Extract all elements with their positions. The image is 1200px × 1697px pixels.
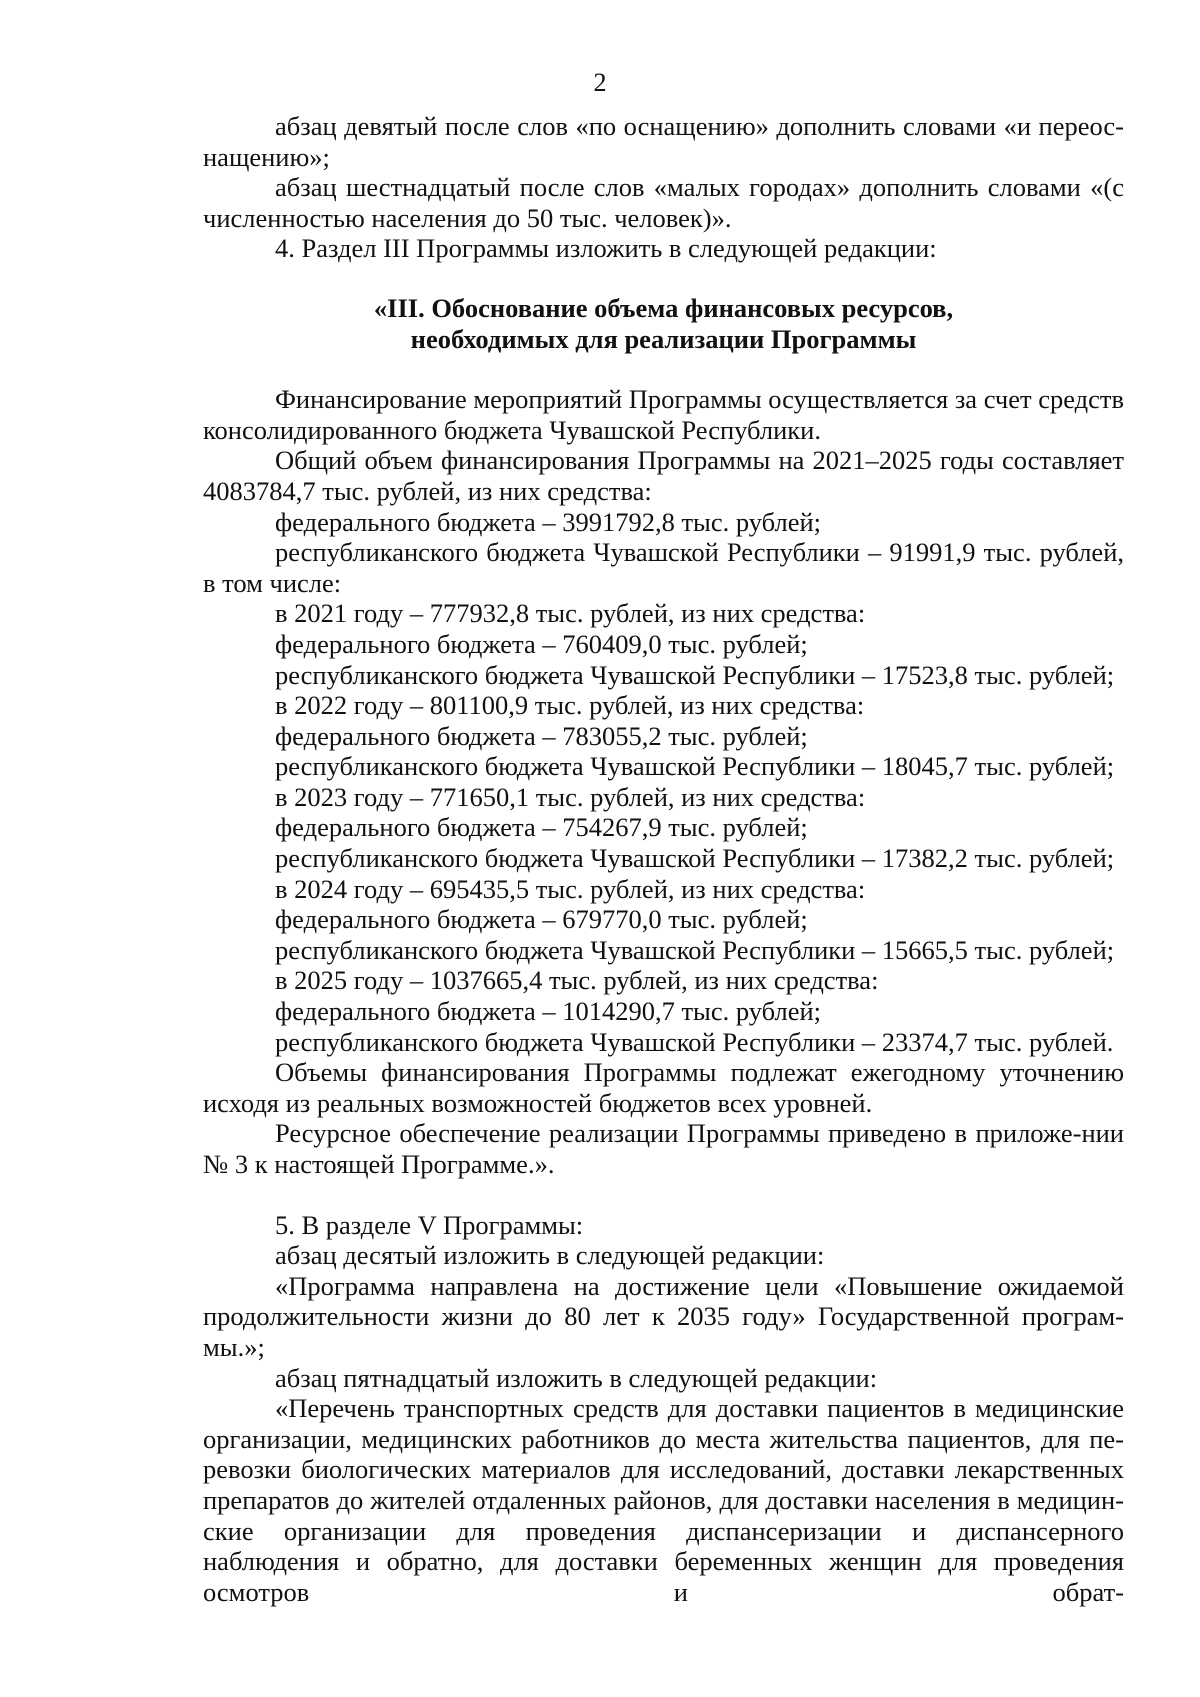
- paragraph-2021-federal: федерального бюджета – 760409,0 тыс. рублей;: [275, 628, 808, 659]
- section-title: [203, 293, 1124, 354]
- paragraph-2023-total: в 2023 году – 771650,1 тыс. рублей, из них средства:: [275, 781, 866, 812]
- paragraph-amendment-9: абзац девятый после слов «по оснащению» дополнить словами «и переос-нащению»;: [203, 111, 1124, 172]
- paragraph-total-volume: Общий объем финансирования Программы на 2021–2025 годы составляет 4083784,7 тыс. рублей, из них средства:: [203, 445, 1124, 506]
- paragraph-financing-source: Финансирование мероприятий Программы осуществляется за счет средств консолидированного бюджета Чувашской Республики.: [203, 384, 1124, 445]
- paragraph-2024-total: в 2024 году – 695435,5 тыс. рублей, из них средства:: [275, 873, 866, 904]
- paragraph-2023-federal: федерального бюджета – 754267,9 тыс. рублей;: [275, 812, 808, 843]
- section-title-line-2: необходимых для реализации Программы: [410, 323, 917, 354]
- paragraph-2021-republican: республиканского бюджета Чувашской Республики – 17523,8 тыс. рублей;: [275, 659, 1115, 690]
- section-title-line-1: «III. Обоснование объема финансовых ресурсов,: [373, 292, 954, 323]
- paragraph-item-5: 5. В разделе V Программы:: [275, 1209, 584, 1240]
- paragraph-2022-federal: федерального бюджета – 783055,2 тыс. рублей;: [275, 720, 808, 751]
- paragraph-2023-republican: республиканского бюджета Чувашской Республики – 17382,2 тыс. рублей;: [275, 843, 1115, 874]
- paragraph-transport-list: «Перечень транспортных средств для доставки пациентов в медицинские организации, медицинских работников до места жительства пациентов, для пе-ревозки биологических материалов для исследований, доставки лекарственных препаратов до жителей отдаленных районов, для доставки населения в медицин-ские организации для проведения диспансеризации и диспансерного наблюдения и обратно, для доставки беременных женщин для проведения осмотров и обрат-: [203, 1393, 1124, 1607]
- paragraph-resource-support: Ресурсное обеспечение реализации Программы приведено в приложе-нии № 3 к настоящей Программе.».: [203, 1118, 1124, 1179]
- paragraph-2021-total: в 2021 году – 777932,8 тыс. рублей, из них средства:: [275, 598, 866, 629]
- paragraph-2022-total: в 2022 году – 801100,9 тыс. рублей, из них средства:: [275, 690, 865, 721]
- paragraph-2024-federal: федерального бюджета – 679770,0 тыс. рублей;: [275, 904, 808, 935]
- document-body: [203, 111, 1124, 1607]
- paragraph-2024-republican: республиканского бюджета Чувашской Республики – 15665,5 тыс. рублей;: [275, 934, 1115, 965]
- paragraph-amendment-16: абзац шестнадцатый после слов «малых городах» дополнить словами «(с численностью населения до 50 тыс. человек)».: [203, 172, 1124, 233]
- paragraph-annual-update: Объемы финансирования Программы подлежат ежегодному уточнению исходя из реальных возможностей бюджетов всех уровней.: [203, 1057, 1124, 1118]
- paragraph-tenth-intro: абзац десятый изложить в следующей редакции:: [275, 1240, 825, 1271]
- paragraph-fifteenth-intro: абзац пятнадцатый изложить в следующей редакции:: [275, 1362, 878, 1393]
- paragraph-total-federal: федерального бюджета – 3991792,8 тыс. рублей;: [275, 506, 822, 537]
- paragraph-2025-federal: федерального бюджета – 1014290,7 тыс. рублей;: [275, 996, 822, 1027]
- paragraph-2022-republican: республиканского бюджета Чувашской Республики – 18045,7 тыс. рублей;: [275, 751, 1115, 782]
- paragraph-program-goal: «Программа направлена на достижение цели «Повышение ожидаемой продолжительности жизни до 80 лет к 2035 году» Государственной програм-мы.»;: [203, 1270, 1124, 1362]
- page-number: 2: [593, 68, 607, 97]
- paragraph-item-4: 4. Раздел III Программы изложить в следующей редакции:: [275, 233, 937, 264]
- paragraph-2025-republican: республиканского бюджета Чувашской Республики – 23374,7 тыс. рублей.: [275, 1026, 1114, 1057]
- paragraph-2025-total: в 2025 году – 1037665,4 тыс. рублей, из них средства:: [275, 965, 879, 996]
- paragraph-total-republican: республиканского бюджета Чувашской Республики – 91991,9 тыс. рублей, в том числе:: [203, 537, 1124, 598]
